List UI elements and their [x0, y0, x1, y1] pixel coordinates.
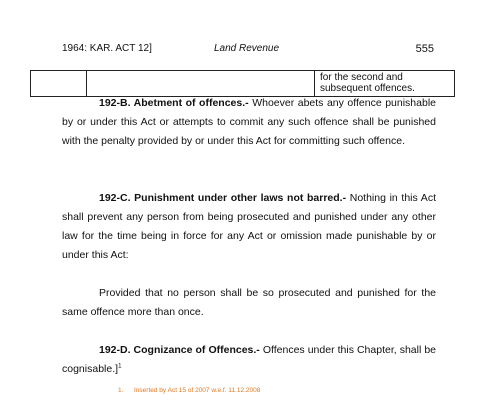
section-192b-body: Whoever abets any offence punishable by or under this Act or attempts to commit any such offence shall be punished with the penalty provided by or under this Act for committing such offence. [62, 97, 436, 147]
section-192c-body: Nothing in this Act shall prevent any person from being prosecuted and punished under any other law for the time being in force for any Act or omission made punishable by or under this Act: [62, 192, 436, 261]
act-reference: 1964: KAR. ACT 12] [62, 43, 152, 54]
section-192c-heading: 192-C. Punishment under other laws not barred.- [99, 192, 347, 204]
section-192d-heading: 192-D. Cognizance of Offences.- [99, 344, 260, 356]
section-192d-body: Offences under this Chapter, shall be cognisable.] [62, 344, 437, 375]
footnote [118, 387, 260, 394]
page-header [62, 43, 434, 57]
footnote-number: 1. [118, 387, 124, 394]
table-cell-empty-1 [31, 71, 87, 96]
table-cell-penalty-text: for the second and subsequent offences. [320, 72, 415, 94]
proviso-paragraph [62, 284, 436, 322]
section-192b-heading: 192-B. Abetment of offences.- [99, 97, 249, 109]
section-192c [62, 189, 436, 265]
footnote-text: Inserted by Act 15 of 2007 w.e.f. 11.12.2008 [134, 387, 261, 394]
section-192b [62, 94, 436, 151]
section-192d [62, 341, 436, 379]
table-cell-empty-2 [87, 71, 315, 96]
proviso-text: Provided that no person shall be so prosecuted and punished for the same offence more than once. [62, 287, 436, 318]
header-title: Land Revenue [214, 43, 280, 54]
footnote-marker: 1 [118, 362, 122, 370]
penalty-table-row [30, 70, 455, 97]
page-number: 555 [415, 43, 434, 55]
